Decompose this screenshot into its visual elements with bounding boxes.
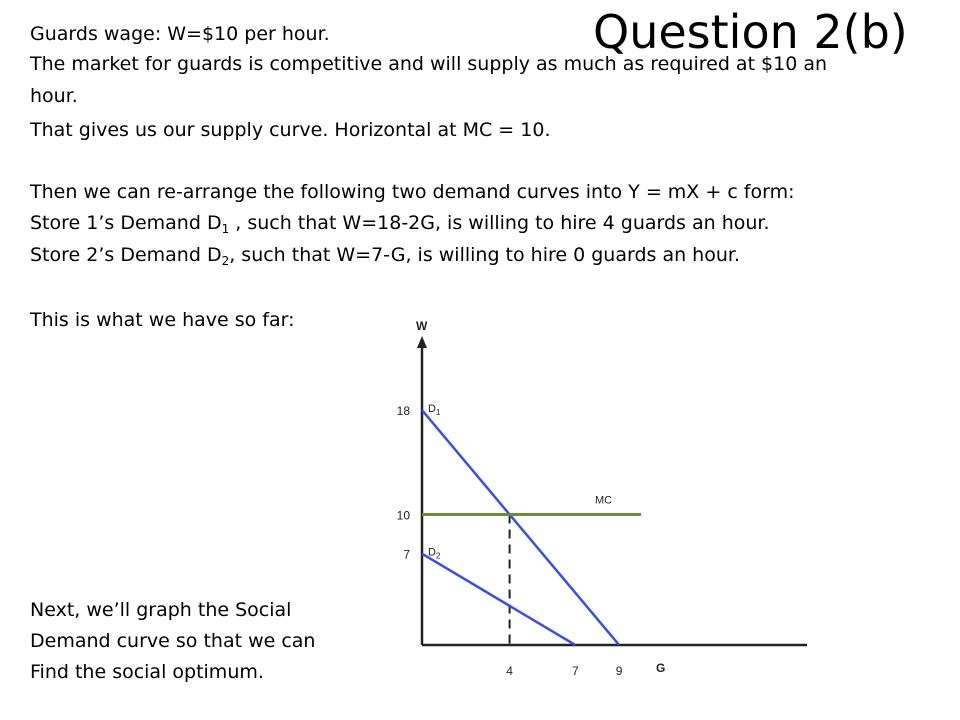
y-axis-arrow (417, 336, 427, 348)
store2-text-b: , such that W=7-G, is willing to hire 0 guards an hour. (229, 244, 741, 266)
store1-text-b: , such that W=18-2G, is willing to hire 4 guards an hour. (229, 212, 770, 234)
next-text-3: Find the social optimum. (30, 661, 264, 683)
store2-subscript: 2 (221, 254, 230, 268)
rearrange-text: Then we can re-arrange the following two demand curves into Y = mX + c form: (30, 181, 795, 203)
sofar-text: This is what we have so far: (30, 309, 295, 331)
slide-title: Question 2(b) (593, 5, 908, 59)
series-line-d1 (422, 410, 619, 645)
series-label-mc: MC (595, 494, 613, 507)
series-label-d2: $D_2$ (428, 546, 441, 561)
store1-text-a: Store 1’s Demand D (30, 212, 222, 234)
wage-text: Guards wage: W=$10 per hour. (30, 23, 330, 45)
store2-text-a: Store 2’s Demand D (30, 244, 222, 266)
series-label-d1: $D_1$ (428, 403, 441, 418)
x-tick-label: 9 (615, 664, 623, 678)
series-label-subscript: 1 (435, 408, 441, 418)
store1-subscript: 1 (221, 222, 230, 236)
y-tick-label: 10 (396, 508, 410, 523)
next-text-1: Next, we’ll graph the Social (30, 599, 292, 621)
x-axis-label: G (656, 661, 666, 675)
y-tick-label: 7 (403, 547, 410, 562)
store2-text (30, 242, 740, 268)
series-label-subscript: 2 (435, 551, 441, 561)
demand-supply-chart (365, 300, 845, 700)
store1-text (30, 210, 770, 236)
x-tick-label: 7 (571, 664, 579, 678)
market-text-1: The market for guards is competitive and will supply as much as required at $10 an (30, 53, 828, 75)
y-tick-label: 18 (396, 404, 410, 419)
next-text-2: Demand curve so that we can (30, 630, 316, 652)
supply-text: That gives us our supply curve. Horizontal at MC = 10. (30, 119, 551, 141)
y-axis-label: W (416, 319, 428, 333)
x-tick-label: 4 (506, 664, 513, 678)
market-text-2: hour. (30, 85, 78, 107)
